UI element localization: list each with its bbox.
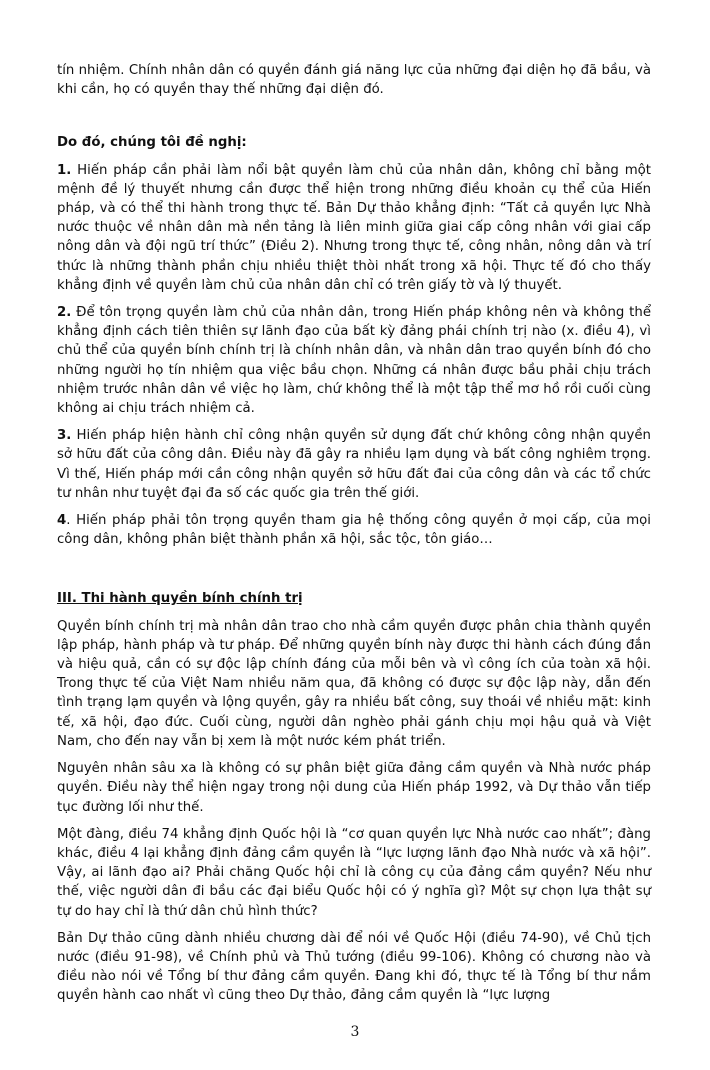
proposal-number: 3. (57, 428, 72, 444)
proposal-text: . Hiến pháp phải tôn trọng quyền tham gia hệ thống công quyền ở mọi cấp, của mọi công dân, không phân biệt thành phần xã hội, sắc tộc, tôn giáo… (57, 513, 651, 548)
proposal-number: 1. (57, 162, 72, 178)
section-heading: III. Thi hành quyền bính chính trị (57, 591, 303, 607)
proposal-text: Hiến pháp cần phải làm nổi bật quyền làm chủ của nhân dân, không chỉ bằng một mệnh đề lý thuyết nhưng cần được thể hiện trong những điều khoản cụ thể của Hiến pháp, và có thể thi hành trong thực tế. Bản Dự thảo khẳng định: “Tất cả quyền lực Nhà nước thuộc về nhân dân mà nền tảng là liên minh giữa giai cấp công nhân với giai cấp nông dân và đội ngũ trí thức” (Điều 2). Nhưng trong thực tế, công nhân, nông dân và trí thức là những thành phần chịu nhiều thiệt thòi nhất trong xã hội. Thực tế đó cho thấy khẳng định về quyền làm chủ của nhân dân chỉ có trên giấy tờ và lý thuyết. (57, 162, 651, 293)
proposal-number: 2. (57, 305, 72, 321)
spacer (57, 107, 651, 133)
proposal-text: Hiến pháp hiện hành chỉ công nhận quyền sử dụng đất chứ không công nhận quyền sở hữu đất của công dân. Điều này đã gây ra nhiều lạm dụng và bất công nghiêm trọng. Vì thế, Hiến pháp mới cần công nhận quyền sở hữu đất đai của công dân và các tổ chức tư nhân như tuyệt đại đa số các quốc gia trên thế giới. (57, 428, 651, 501)
proposal-2 (57, 303, 651, 418)
proposal-text: Để tôn trọng quyền làm chủ của nhân dân, trong Hiến pháp không nên và không thể khẳng định cách tiên thiên sự lãnh đạo của bất kỳ đảng phái chính trị nào (x. điều 4), vì chủ thể của quyền bính chính trị là chính nhân dân, và nhân dân trao quyền bính đó cho những người họ tín nhiệm qua việc bầu chọn. Những cá nhân được bầu phải chịu trách nhiệm trước nhân dân về việc họ làm, chứ không thể là một tập thể mơ hồ rồi cuối cùng không ai chịu trách nhiệm cả. (57, 305, 651, 417)
section-paragraph-4: Bản Dự thảo cũng dành nhiều chương dài để nói về Quốc Hội (điều 74-90), về Chủ tịch nước (điều 91-98), về Chính phủ và Thủ tướng (điều 99-106). Không có chương nào và điều nào nói về Tổng bí thư đảng cầm quyền. Đang khi đó, thực tế là Tổng bí thư nắm quyền hành cao nhất vì cũng theo Dự thảo, đảng cầm quyền là “lực lượng (57, 930, 651, 1004)
page-number: 3 (350, 1024, 360, 1040)
intro-paragraph: tín nhiệm. Chính nhân dân có quyền đánh giá năng lực của những đại diện họ đã bầu, và khi cần, họ có quyền thay thế những đại diện đó. (57, 63, 651, 98)
document-page (57, 61, 651, 1014)
section-paragraph-1: Quyền bính chính trị mà nhân dân trao cho nhà cầm quyền được phân chia thành quyền lập pháp, hành pháp và tư pháp. Để những quyền bính này được thi hành cách đúng đắn và hiệu quả, cần có sự độc lập chính đáng của mỗi bên và vì công ích của toàn xã hội. Trong thực tế của Việt Nam nhiều năm qua, đã không có được sự độc lập này, dẫn đến tình trạng lạm quyền và lộng quyền, gây ra nhiều bất công, suy thoái về nhiều mặt: kinh tế, xã hội, đạo đức. Cuối cùng, người dân nghèo phải gánh chịu mọi hậu quả và Việt Nam, cho đến nay vẫn bị xem là một nước kém phát triển. (57, 618, 651, 749)
proposal-4 (57, 511, 651, 549)
proposal-1 (57, 161, 651, 295)
section-paragraph-2: Nguyên nhân sâu xa là không có sự phân biệt giữa đảng cầm quyền và Nhà nước pháp quyền. Điều này thể hiện ngay trong nội dung của Hiến pháp 1992, và Dự thảo vẫn tiếp tục đường lối như thế. (57, 761, 651, 815)
proposal-3 (57, 426, 651, 503)
proposal-number: 4 (57, 513, 67, 529)
proposal-heading: Do đó, chúng tôi đề nghị: (57, 135, 247, 151)
spacer (57, 557, 651, 589)
section-paragraph-3: Một đàng, điều 74 khẳng định Quốc hội là “cơ quan quyền lực Nhà nước cao nhất”; đàng khác, điều 4 lại khẳng định đảng cầm quyền là “lực lượng lãnh đạo Nhà nước và xã hội”. Vậy, ai lãnh đạo ai? Phải chăng Quốc hội chỉ là công cụ của đảng cầm quyền? Nếu như thế, việc người dân đi bầu các đại biểu Quốc hội có ý nghĩa gì? Một sự chọn lựa thật sự tự do hay chỉ là thứ dân chủ hình thức? (57, 826, 651, 919)
